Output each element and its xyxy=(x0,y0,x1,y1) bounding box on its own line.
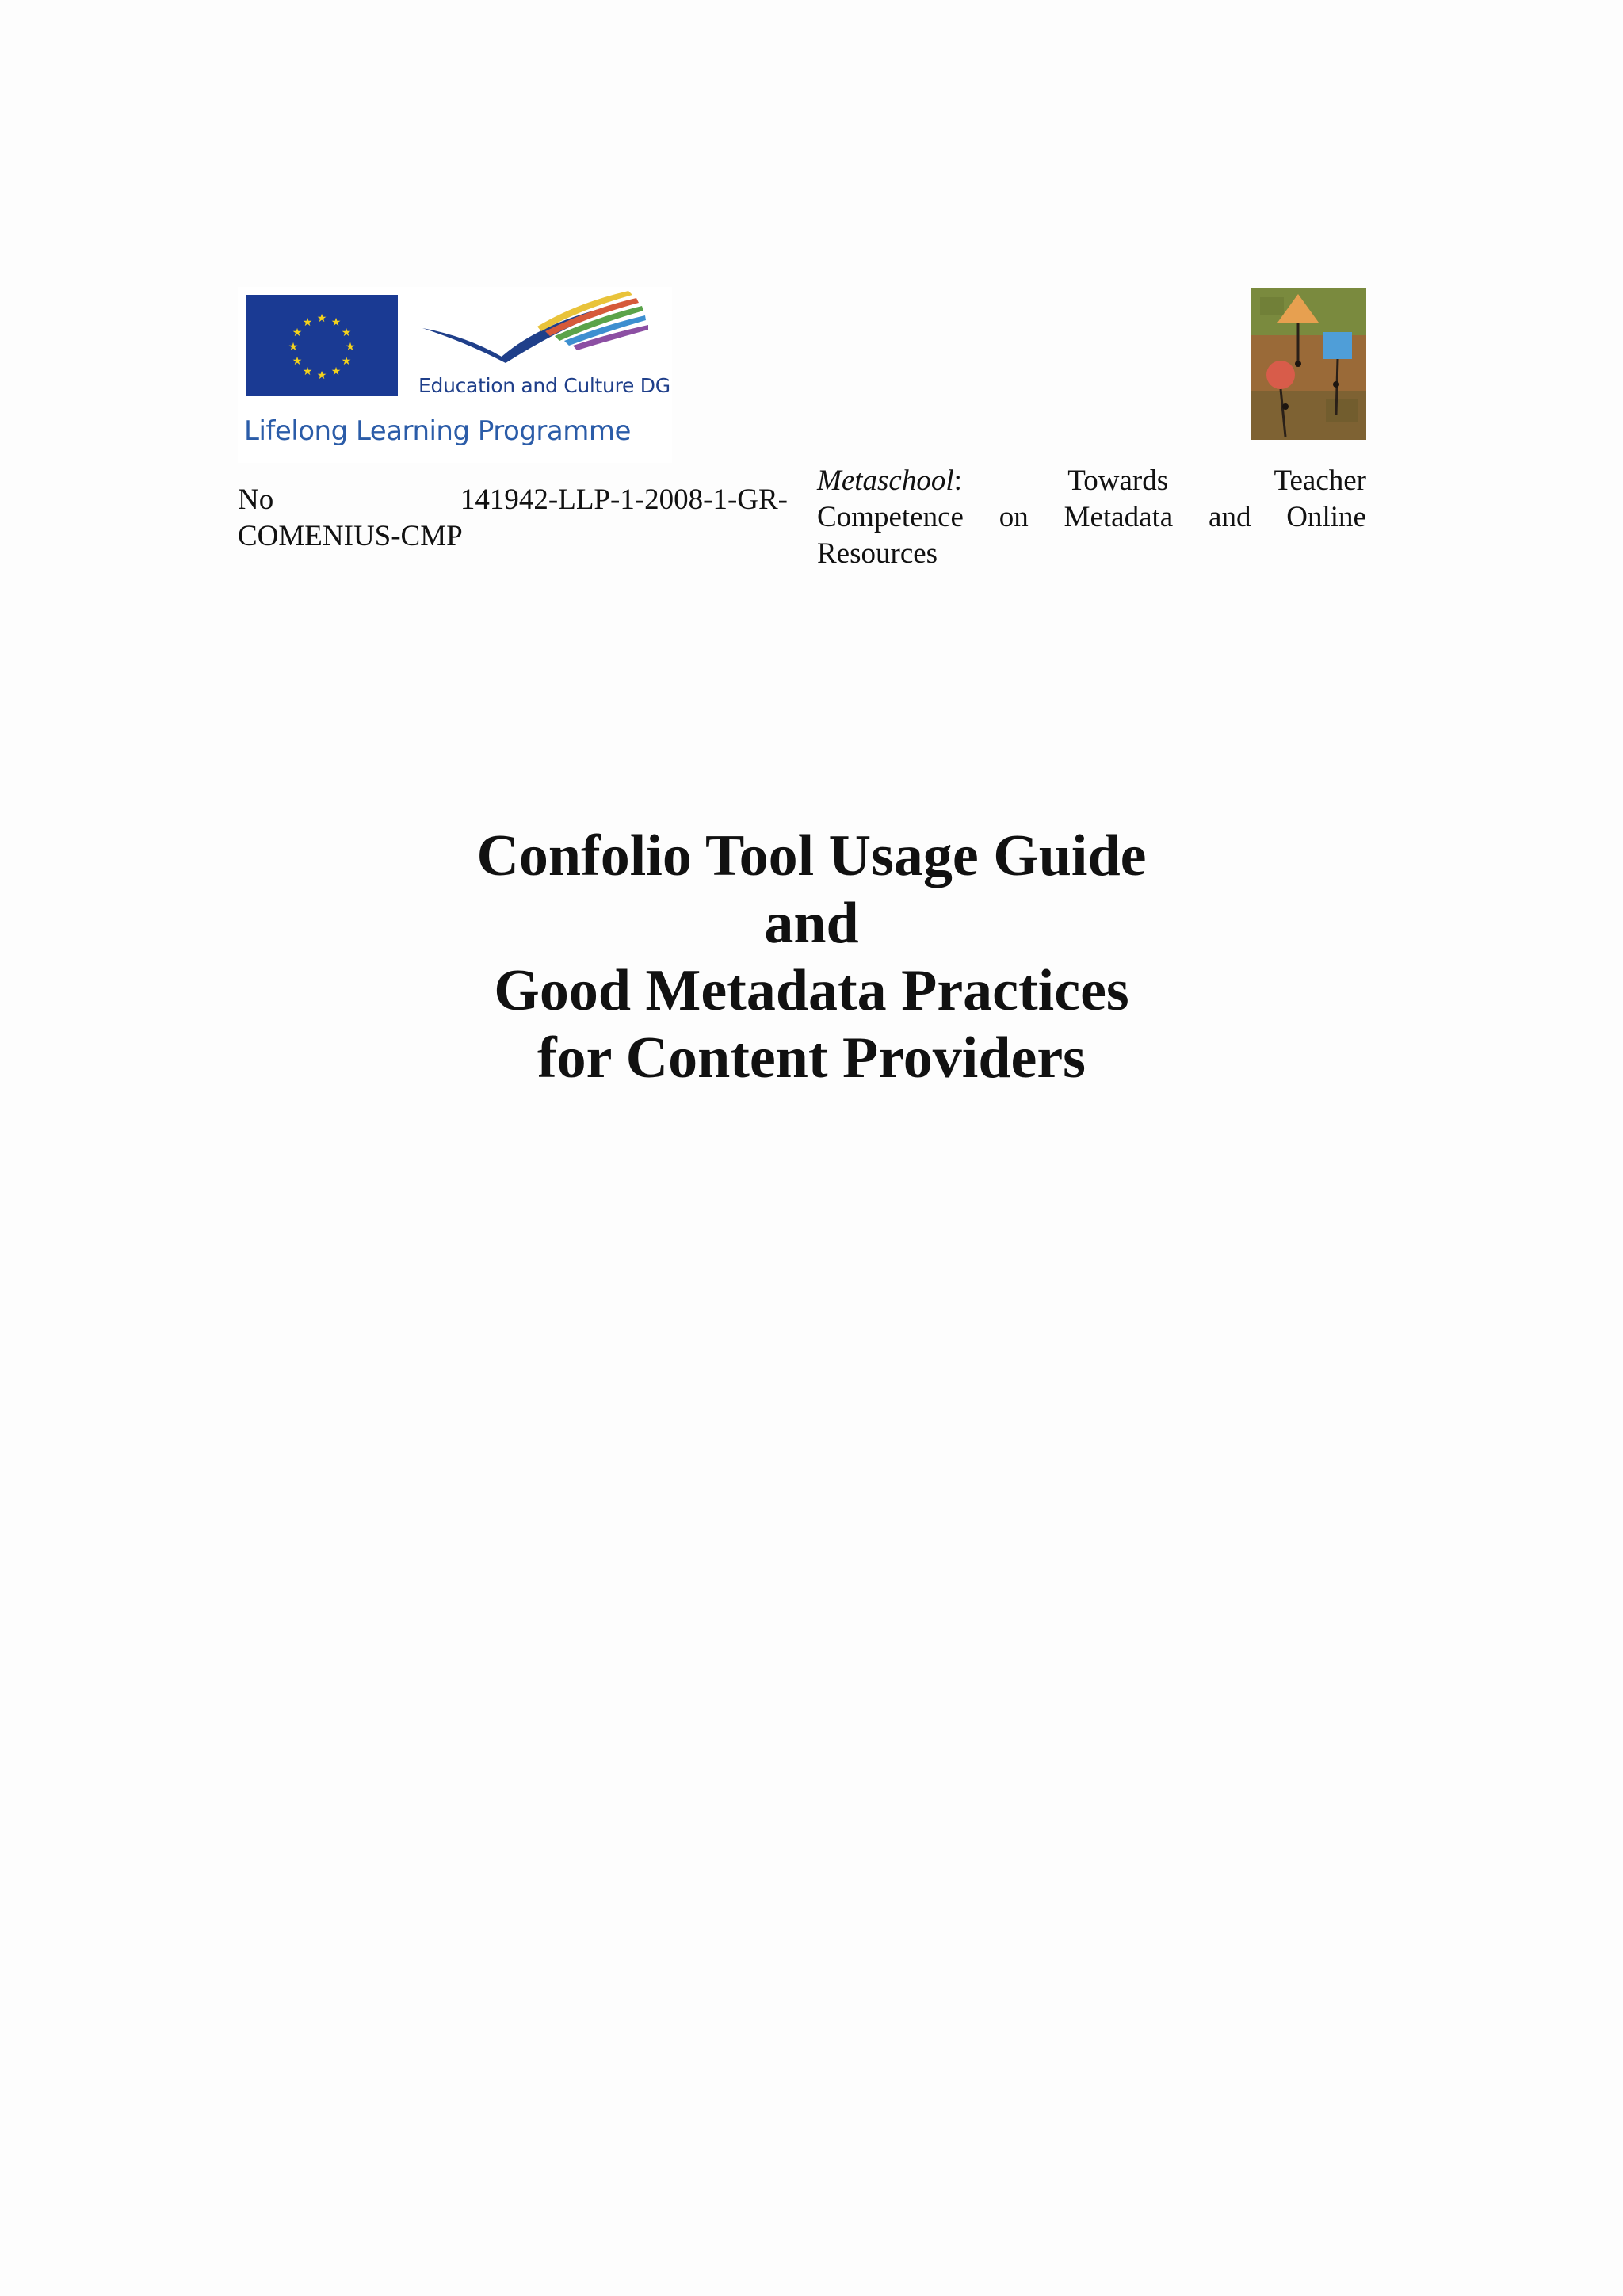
reference-code-part1: 141942-LLP-1-2008-1-GR- xyxy=(460,483,788,516)
svg-text:★: ★ xyxy=(316,313,327,325)
eu-flag-icon xyxy=(246,295,398,396)
svg-text:★: ★ xyxy=(330,366,342,378)
project-word: Towards xyxy=(1067,464,1169,497)
svg-text:★: ★ xyxy=(292,356,303,368)
title-line-3: Good Metadata Practices xyxy=(494,958,1129,1023)
metaschool-illustration-logo xyxy=(1251,288,1366,440)
svg-text:★: ★ xyxy=(292,327,303,339)
project-word: and xyxy=(1209,501,1251,533)
project-word: Resources xyxy=(817,537,938,570)
project-name-italic: Metaschool xyxy=(817,464,954,497)
svg-text:★: ★ xyxy=(302,317,313,329)
project-word: Competence xyxy=(817,501,964,533)
project-word: on xyxy=(999,501,1029,533)
title-line-1: Confolio Tool Usage Guide xyxy=(476,823,1147,888)
svg-text:★: ★ xyxy=(302,366,313,378)
reference-code-part2: COMENIUS-CMP xyxy=(238,520,463,552)
document-title xyxy=(0,823,1623,1092)
svg-text:★: ★ xyxy=(288,342,299,353)
title-line-4: for Content Providers xyxy=(537,1026,1086,1091)
project-word: Online xyxy=(1286,501,1366,533)
reference-no-label: No xyxy=(238,483,274,516)
title-line-2: and xyxy=(764,891,859,956)
svg-text:★: ★ xyxy=(341,327,352,339)
project-word: Metadata xyxy=(1064,501,1174,533)
svg-text:★: ★ xyxy=(345,342,356,353)
svg-text:★: ★ xyxy=(341,356,352,368)
lifelong-learning-programme-logo xyxy=(238,287,672,463)
education-culture-dg-label: Education and Culture DG xyxy=(418,374,670,397)
education-culture-swoosh-icon xyxy=(418,287,664,374)
svg-text:★: ★ xyxy=(330,317,342,329)
project-word: Teacher xyxy=(1274,464,1366,497)
svg-text:★: ★ xyxy=(316,370,327,382)
project-description xyxy=(817,463,1366,572)
lifelong-learning-programme-label: Lifelong Learning Programme xyxy=(244,415,631,447)
project-name-colon: : xyxy=(953,464,962,497)
project-reference-number xyxy=(238,482,788,555)
